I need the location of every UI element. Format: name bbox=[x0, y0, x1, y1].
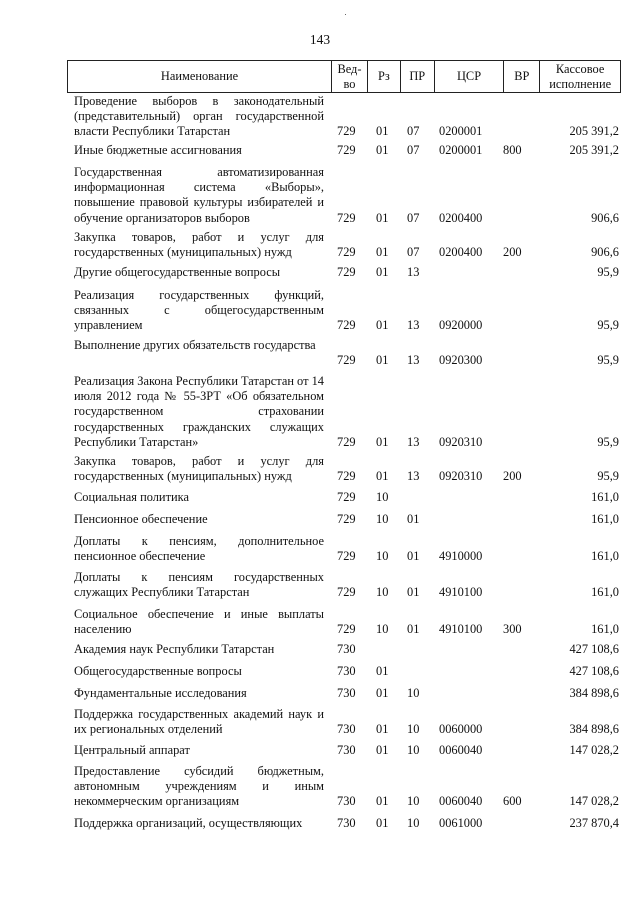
row-pr: 10 bbox=[407, 743, 420, 757]
row-pr: 13 bbox=[407, 318, 420, 333]
row-pr: 10 bbox=[407, 686, 420, 700]
row-ved: 729 bbox=[337, 469, 356, 484]
table-row bbox=[67, 570, 621, 600]
table-row bbox=[67, 764, 621, 810]
row-ved: 729 bbox=[337, 490, 356, 504]
row-csr: 4910100 bbox=[439, 585, 483, 600]
row-ved: 730 bbox=[337, 722, 356, 737]
table-row bbox=[67, 454, 621, 484]
row-csr: 0060040 bbox=[439, 794, 483, 809]
row-sum: 384 898,6 bbox=[569, 686, 619, 700]
row-pr: 07 bbox=[407, 245, 420, 260]
row-rz: 01 bbox=[376, 124, 389, 139]
row-pr: 13 bbox=[407, 265, 420, 279]
row-ved: 729 bbox=[337, 210, 356, 225]
row-csr: 0920000 bbox=[439, 318, 483, 333]
row-ved: 730 bbox=[337, 743, 356, 757]
row-sum: 384 898,6 bbox=[569, 722, 619, 737]
scan-speck bbox=[345, 14, 346, 15]
row-ved: 729 bbox=[337, 549, 356, 564]
row-rz: 10 bbox=[376, 490, 389, 504]
row-name: Академия наук Республики Татарстан bbox=[74, 642, 275, 656]
table-header bbox=[67, 60, 621, 93]
row-name: Проведение выборов в законодательный (представительный) орган государственной власти Республики Татарстан bbox=[74, 94, 324, 139]
table-row bbox=[67, 707, 621, 737]
page-number: 143 bbox=[309, 32, 331, 47]
row-csr: 0060000 bbox=[439, 722, 483, 737]
row-csr: 0200001 bbox=[439, 124, 483, 139]
row-pr: 07 bbox=[407, 143, 420, 157]
row-ved: 729 bbox=[337, 585, 356, 600]
row-rz: 01 bbox=[376, 245, 389, 260]
table-row bbox=[67, 490, 621, 505]
row-name: Государственная автоматизированная информационная система «Выборы», повышение правовой культуры избирателей и обучение организаторов выборов bbox=[74, 165, 324, 225]
table-row bbox=[67, 816, 621, 831]
row-sum: 161,0 bbox=[591, 512, 619, 526]
row-sum: 237 870,4 bbox=[569, 816, 619, 830]
row-name: Закупка товаров, работ и услуг для государственных (муниципальных) нужд bbox=[74, 454, 324, 484]
header-csr: ЦСР bbox=[435, 61, 505, 92]
table-row bbox=[67, 374, 621, 450]
table-row bbox=[67, 143, 621, 158]
row-ved: 730 bbox=[337, 664, 356, 678]
row-name: Социальная политика bbox=[74, 490, 189, 504]
row-rz: 01 bbox=[376, 686, 389, 700]
row-name: Реализация Закона Республики Татарстан от 14 июля 2012 года № 55-ЗРТ «Об обязательном государственном страховании государственных гражданских служащих Республики Татарстан» bbox=[74, 374, 324, 449]
row-csr: 4910100 bbox=[439, 622, 483, 637]
row-ved: 729 bbox=[337, 318, 356, 333]
row-sum: 147 028,2 bbox=[569, 794, 619, 809]
row-ved: 730 bbox=[337, 816, 356, 830]
row-csr: 0060040 bbox=[439, 743, 483, 757]
table-row bbox=[67, 94, 621, 140]
row-rz: 01 bbox=[376, 816, 389, 830]
header-vr: ВР bbox=[504, 61, 540, 92]
row-pr: 13 bbox=[407, 469, 420, 484]
row-sum: 161,0 bbox=[591, 585, 619, 600]
table-row bbox=[67, 165, 621, 226]
row-csr: 0061000 bbox=[439, 816, 483, 830]
row-sum: 95,9 bbox=[597, 353, 619, 368]
row-csr: 0920300 bbox=[439, 353, 483, 368]
row-rz: 01 bbox=[376, 794, 389, 809]
row-rz: 10 bbox=[376, 512, 389, 526]
row-sum: 95,9 bbox=[597, 265, 619, 279]
row-rz: 01 bbox=[376, 143, 389, 157]
row-pr: 13 bbox=[407, 353, 420, 368]
row-rz: 01 bbox=[376, 743, 389, 757]
row-csr: 0920310 bbox=[439, 469, 483, 484]
row-name: Выполнение других обязательств государства bbox=[74, 338, 316, 352]
row-pr: 10 bbox=[407, 794, 420, 809]
row-rz: 01 bbox=[376, 434, 389, 449]
row-rz: 10 bbox=[376, 549, 389, 564]
table-row bbox=[67, 288, 621, 334]
row-sum: 205 391,2 bbox=[569, 143, 619, 157]
table-row bbox=[67, 642, 621, 657]
table-row bbox=[67, 512, 621, 527]
row-pr: 07 bbox=[407, 124, 420, 139]
row-rz: 01 bbox=[376, 353, 389, 368]
row-name: Доплаты к пенсиям, дополнительное пенсионное обеспечение bbox=[74, 534, 324, 564]
row-sum: 95,9 bbox=[597, 469, 619, 484]
row-sum: 161,0 bbox=[591, 622, 619, 637]
row-csr: 0920310 bbox=[439, 434, 483, 449]
row-vr: 300 bbox=[503, 622, 522, 637]
header-sum: Кассовое исполнение bbox=[549, 62, 612, 91]
row-rz: 01 bbox=[376, 722, 389, 737]
row-name: Доплаты к пенсиям государственных служащих Республики Татарстан bbox=[74, 570, 324, 600]
row-sum: 906,6 bbox=[591, 245, 619, 260]
row-pr: 01 bbox=[407, 512, 420, 526]
table-row bbox=[67, 338, 621, 368]
row-name: Другие общегосударственные вопросы bbox=[74, 265, 281, 279]
row-ved: 729 bbox=[337, 265, 356, 279]
row-name: Закупка товаров, работ и услуг для государственных (муниципальных) нужд bbox=[74, 230, 324, 260]
row-rz: 01 bbox=[376, 265, 389, 279]
row-ved: 729 bbox=[337, 124, 356, 139]
row-csr: 0200400 bbox=[439, 210, 483, 225]
row-rz: 10 bbox=[376, 585, 389, 600]
row-name: Иные бюджетные ассигнования bbox=[74, 143, 242, 157]
row-rz: 10 bbox=[376, 622, 389, 637]
row-rz: 01 bbox=[376, 210, 389, 225]
row-name: Пенсионное обеспечение bbox=[74, 512, 208, 526]
row-pr: 01 bbox=[407, 622, 420, 637]
row-ved: 729 bbox=[337, 353, 356, 368]
header-pr: ПР bbox=[401, 61, 435, 92]
table-row bbox=[67, 230, 621, 260]
row-ved: 729 bbox=[337, 434, 356, 449]
row-ved: 730 bbox=[337, 686, 356, 700]
row-name: Фундаментальные исследования bbox=[74, 686, 247, 700]
row-sum: 906,6 bbox=[591, 210, 619, 225]
table-row bbox=[67, 664, 621, 679]
row-sum: 427 108,6 bbox=[569, 642, 619, 656]
row-sum: 95,9 bbox=[597, 318, 619, 333]
row-sum: 161,0 bbox=[591, 549, 619, 564]
row-ved: 729 bbox=[337, 143, 356, 157]
row-name: Общегосударственные вопросы bbox=[74, 664, 242, 678]
row-vr: 800 bbox=[503, 143, 522, 157]
row-pr: 10 bbox=[407, 722, 420, 737]
row-name: Центральный аппарат bbox=[74, 743, 190, 757]
row-ved: 729 bbox=[337, 512, 356, 526]
row-name: Предоставление субсидий бюджетным, автономным учреждениям и иным некоммерческим организациям bbox=[74, 764, 324, 809]
row-name: Реализация государственных функций, связанных с общегосударственным управлением bbox=[74, 288, 324, 333]
row-csr: 0200400 bbox=[439, 245, 483, 260]
table-row bbox=[67, 743, 621, 758]
row-rz: 01 bbox=[376, 664, 389, 678]
row-sum: 147 028,2 bbox=[569, 743, 619, 757]
row-rz: 01 bbox=[376, 469, 389, 484]
row-name: Поддержка государственных академий наук и их региональных отделений bbox=[74, 707, 324, 737]
row-ved: 730 bbox=[337, 642, 356, 656]
row-ved: 730 bbox=[337, 794, 356, 809]
header-ved: Вед- во bbox=[332, 61, 368, 92]
row-ved: 729 bbox=[337, 622, 356, 637]
row-sum: 427 108,6 bbox=[569, 664, 619, 678]
row-sum: 95,9 bbox=[597, 434, 619, 449]
table-row bbox=[67, 607, 621, 637]
row-vr: 200 bbox=[503, 245, 522, 260]
row-csr: 0200001 bbox=[439, 143, 483, 157]
row-name: Поддержка организаций, осуществляющих bbox=[74, 816, 303, 830]
header-name: Наименование bbox=[68, 61, 332, 92]
row-pr: 10 bbox=[407, 816, 420, 830]
row-rz: 01 bbox=[376, 318, 389, 333]
row-name: Социальное обеспечение и иные выплаты населению bbox=[74, 607, 324, 637]
row-sum: 161,0 bbox=[591, 490, 619, 504]
row-csr: 4910000 bbox=[439, 549, 483, 564]
row-ved: 729 bbox=[337, 245, 356, 260]
row-vr: 200 bbox=[503, 469, 522, 484]
row-sum: 205 391,2 bbox=[569, 124, 619, 139]
row-vr: 600 bbox=[503, 794, 522, 809]
table-row bbox=[67, 686, 621, 701]
row-pr: 01 bbox=[407, 585, 420, 600]
row-pr: 01 bbox=[407, 549, 420, 564]
table-row bbox=[67, 265, 621, 280]
row-pr: 13 bbox=[407, 434, 420, 449]
row-pr: 07 bbox=[407, 210, 420, 225]
header-rz: Рз bbox=[368, 61, 401, 92]
table-row bbox=[67, 534, 621, 564]
